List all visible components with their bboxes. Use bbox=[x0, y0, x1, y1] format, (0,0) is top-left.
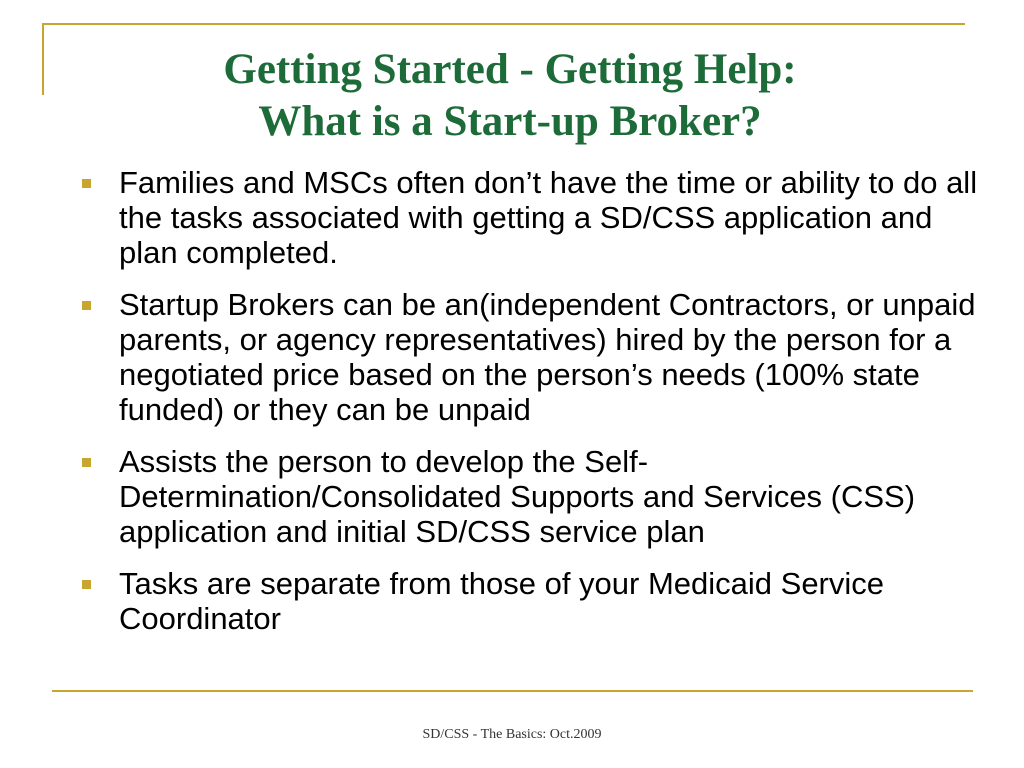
title-line-1: Getting Started - Getting Help: bbox=[223, 46, 797, 93]
bullet-item bbox=[78, 287, 978, 427]
slide-title bbox=[60, 44, 960, 148]
title-line-2: What is a Start-up Broker? bbox=[258, 98, 762, 145]
bullet-item bbox=[78, 165, 978, 270]
square-bullet-icon bbox=[82, 458, 91, 467]
square-bullet-icon bbox=[82, 301, 91, 310]
bullet-text: Assists the person to develop the Self-Determination/Consolidated Supports and Services (CSS) application and initial SD/CSS service plan bbox=[119, 444, 916, 549]
slide-footer: SD/CSS - The Basics: Oct.2009 bbox=[422, 727, 602, 742]
bullet-text: Families and MSCs often don’t have the time or ability to do all the tasks associated with getting a SD/CSS application and plan completed. bbox=[119, 165, 978, 270]
bottom-decorative-rule bbox=[52, 690, 973, 692]
bullet-text: Tasks are separate from those of your Medicaid Service Coordinator bbox=[119, 566, 885, 636]
bullet-item bbox=[78, 444, 978, 549]
square-bullet-icon bbox=[82, 580, 91, 589]
bullet-item bbox=[78, 566, 978, 636]
bullet-text: Startup Brokers can be an(independent Contractors, or unpaid parents, or agency representatives) hired by the person for a negotiated price based on the person’s needs (100% state funded) or they can be unpaid bbox=[119, 287, 976, 427]
bullet-list bbox=[78, 165, 978, 653]
top-decorative-rule bbox=[42, 23, 965, 25]
square-bullet-icon bbox=[82, 179, 91, 188]
left-decorative-rule bbox=[42, 23, 44, 95]
